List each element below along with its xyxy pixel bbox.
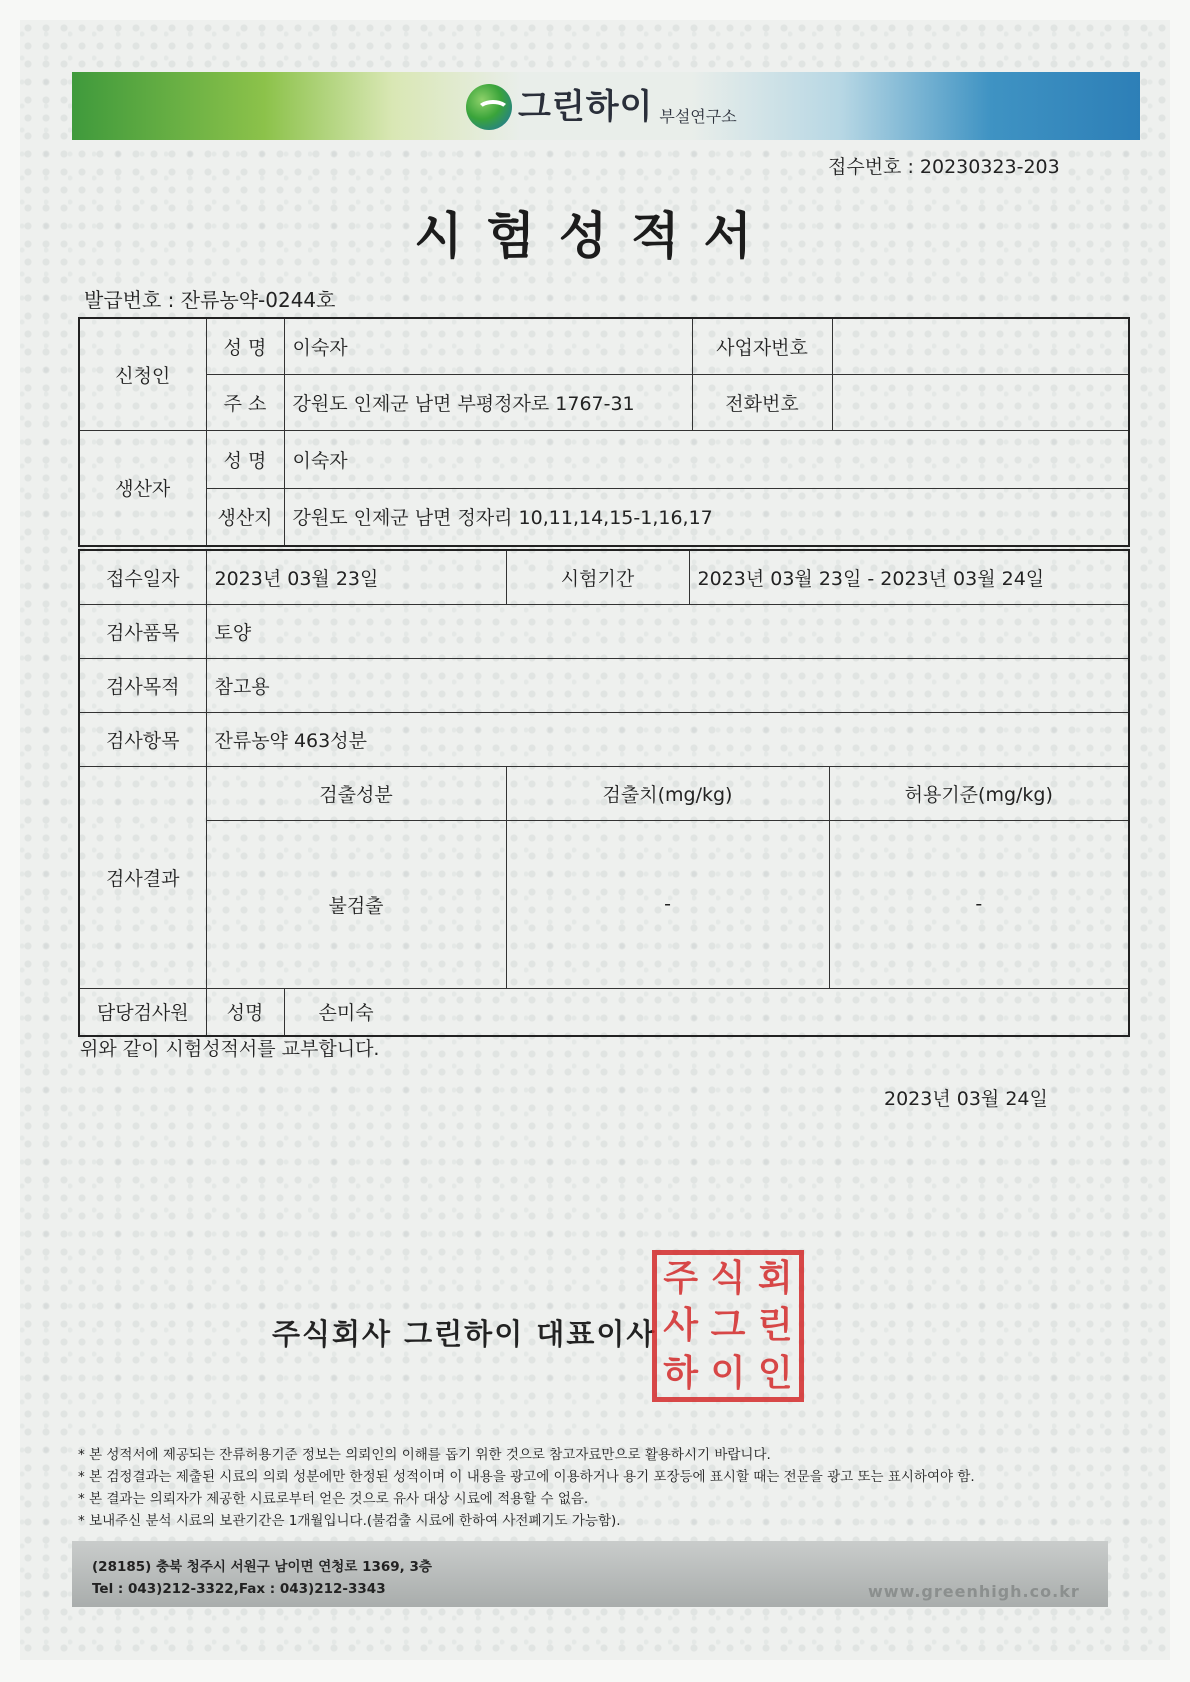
seal-char: 식 [710, 1257, 746, 1299]
seal-char: 이 [710, 1351, 746, 1394]
receipt-label: 접수번호 : [828, 156, 914, 178]
applicant-address: 강원도 인제군 남면 부평정자로 1767-31 [284, 374, 692, 430]
detected-component: 불검출 [206, 820, 506, 988]
company-logo [466, 82, 737, 130]
footer-address: (28185) 충북 청주시 서원구 남이면 연청로 1369, 3층 [92, 1559, 432, 1575]
business-number-value [832, 318, 1129, 374]
test-item: 토양 [206, 604, 1129, 658]
test-period-label: 시험기간 [506, 550, 689, 604]
producer-site-label: 생산지 [206, 488, 284, 546]
seal-char: 린 [757, 1304, 793, 1347]
detected-value: - [506, 820, 829, 988]
footnote: * 본 성적서에 제공되는 잔류허용기준 정보는 의뢰인의 이해를 돕기 위한 것으로 참고자료만으로 활용하시기 바랍니다. [78, 1447, 771, 1463]
test-period: 2023년 03월 23일 - 2023년 03월 24일 [689, 550, 1129, 604]
applicant-address-label: 주 소 [206, 374, 284, 430]
limit-value: - [829, 820, 1129, 988]
logo-company-name: 그린하이 [518, 87, 654, 127]
test-scope: 잔류농약 463성분 [206, 712, 1129, 766]
company-seal-stamp [652, 1250, 804, 1402]
producer-label: 생산자 [79, 430, 206, 546]
producer-site: 강원도 인제군 남면 정자리 10,11,14,15-1,16,17 [284, 488, 1129, 546]
business-number-label: 사업자번호 [692, 318, 832, 374]
footer-website[interactable]: www.greenhigh.co.kr [868, 1582, 1080, 1601]
seal-char: 사 [663, 1304, 699, 1347]
footnote: * 본 결과는 의뢰자가 제공한 시료로부터 얻은 것으로 유사 대상 시료에 적용할 수 없음. [78, 1491, 589, 1507]
test-result-label: 검사결과 [79, 766, 206, 988]
seal-char: 그 [710, 1304, 746, 1347]
seal-char: 하 [663, 1351, 699, 1394]
test-scope-label: 검사항목 [79, 712, 206, 766]
producer-name-label: 성 명 [206, 430, 284, 488]
closing-statement: 위와 같이 시험성적서를 교부합니다. [80, 1038, 380, 1060]
received-date: 2023년 03월 23일 [206, 550, 506, 604]
seal-char: 주 [663, 1257, 699, 1299]
seal-char: 인 [757, 1351, 793, 1394]
footnote: * 본 검정결과는 제출된 시료의 의뢰 성분에만 한정된 성적이며 이 내용을 광고에 이용하거나 용기 포장등에 표시할 때는 전문을 광고 또는 표시하여야 함. [78, 1469, 975, 1485]
logo-subtitle: 부설연구소 [659, 107, 737, 126]
applicant-name: 이숙자 [284, 318, 692, 374]
received-date-label: 접수일자 [79, 550, 206, 604]
producer-name: 이숙자 [284, 430, 1129, 488]
footer-contact [92, 1556, 432, 1600]
receipt-number [828, 152, 1060, 179]
ceo-signature-line: 주식회사 그린하이 대표이사 [272, 1317, 657, 1351]
test-purpose-label: 검사목적 [79, 658, 206, 712]
test-item-label: 검사품목 [79, 604, 206, 658]
receipt-value: 20230323-203 [919, 156, 1060, 178]
inspector-label: 담당검사원 [79, 988, 206, 1036]
component-header: 검출성분 [206, 766, 506, 820]
inspector-name-label: 성명 [206, 988, 284, 1036]
applicant-label: 신청인 [79, 318, 206, 430]
issue-value: 잔류농약-0244호 [180, 288, 336, 312]
test-result-table [78, 549, 1130, 1037]
footnotes [78, 1444, 975, 1532]
seal-char: 회 [757, 1257, 793, 1299]
footnote: * 보내주신 분석 시료의 보관기간은 1개월입니다.(불검출 시료에 한하여 사전폐기도 가능함). [78, 1513, 621, 1529]
issue-label: 발급번호 : [84, 288, 175, 312]
applicant-name-label: 성 명 [206, 318, 284, 374]
phone-label: 전화번호 [692, 374, 832, 430]
footer-phone-fax: Tel : 043)212-3322,Fax : 043)212-3343 [92, 1581, 386, 1597]
applicant-producer-table [78, 317, 1130, 547]
document-title: 시험성적서 [414, 207, 776, 265]
phone-value [832, 374, 1129, 430]
detected-value-header: 검출치(mg/kg) [506, 766, 829, 820]
inspector-name: 손미숙 [284, 988, 1129, 1036]
limit-header: 허용기준(mg/kg) [829, 766, 1129, 820]
logo-swirl-icon [466, 84, 512, 130]
issue-date: 2023년 03월 24일 [884, 1088, 1048, 1110]
issue-number [84, 284, 335, 313]
test-purpose: 참고용 [206, 658, 1129, 712]
